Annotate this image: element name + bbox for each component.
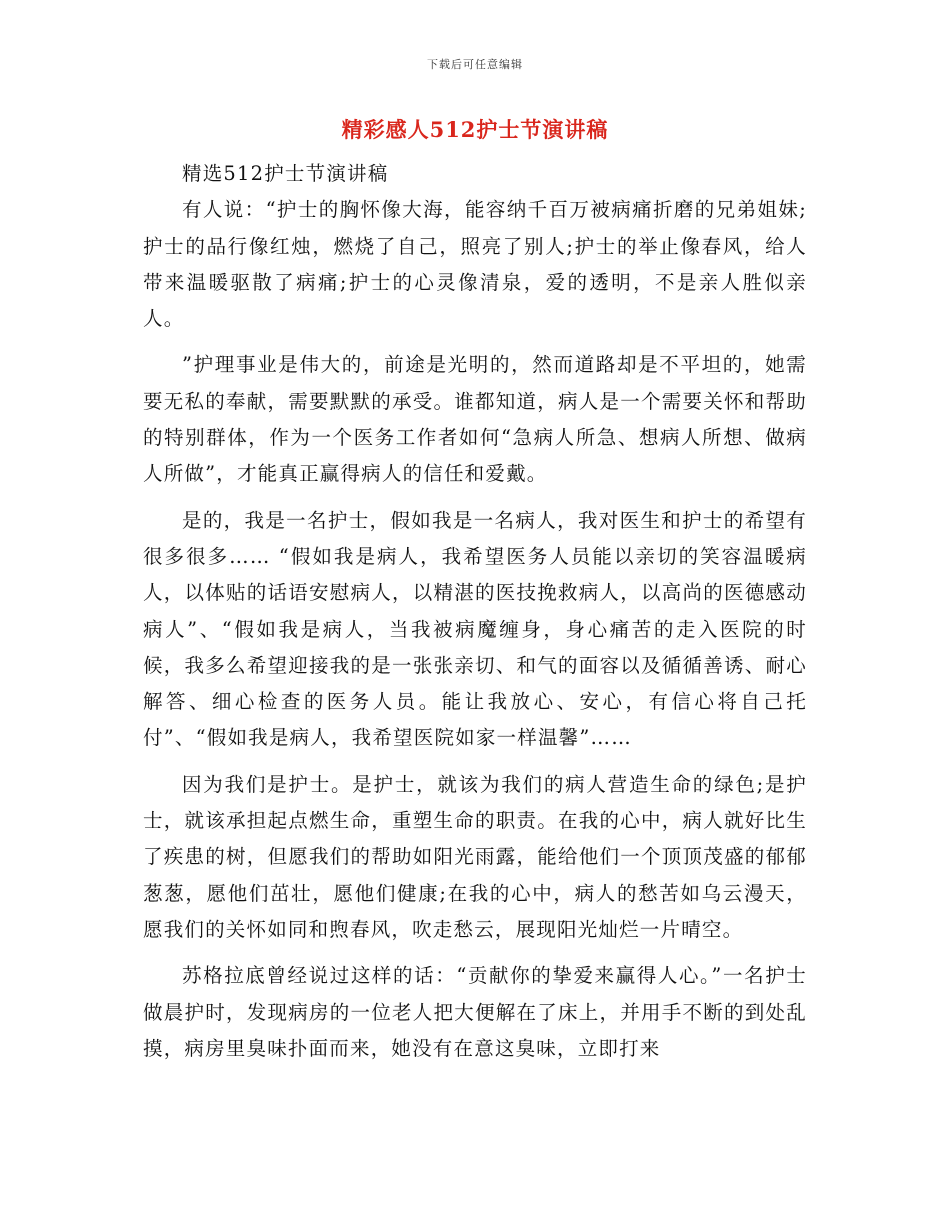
document-body [143,156,807,1067]
paragraph: 有人说：“护士的胸怀像大海，能容纳千百万被病痛折磨的兄弟姐妹;护士的品行像红烛，燃烧了自己，照亮了别人;护士的举止像春风，给人带来温暖驱散了病痛;护士的心灵像清泉，爱的透明，不是亲人胜似亲人。 [143,198,807,331]
document-title: 精彩感人512护士节演讲稿 [341,117,609,142]
page-header-note: 下载后可任意编辑 [427,58,523,71]
paragraph: ”护理事业是伟大的，前途是光明的，然而道路却是不平坦的，她需要无私的奉献，需要默默的承受。谁都知道，病人是一个需要关怀和帮助的特别群体，作为一个医务工作者如何“急病人所急、想病人所想、做病人所做”，才能真正赢得病人的信任和爱戴。 [143,353,807,486]
paragraph: 因为我们是护士。是护士，就该为我们的病人营造生命的绿色;是护士，就该承担起点燃生命，重塑生命的职责。在我的心中，病人就好比生了疾患的树，但愿我们的帮助如阳光雨露，能给他们一个顶顶茂盛的郁郁葱葱，愿他们茁壮，愿他们健康;在我的心中，病人的愁苦如乌云漫天，愿我们的关怀如同和煦春风，吹走愁云，展现阳光灿烂一片晴空。 [143,772,807,941]
paragraph: 苏格拉底曾经说过这样的话：“贡献你的挚爱来赢得人心。”一名护士做晨护时，发现病房的一位老人把大便解在了床上，并用手不断的到处乱摸，病房里臭味扑面而来，她没有在意这臭味，立即打来 [143,964,807,1060]
paragraph: 是的，我是一名护士，假如我是一名病人，我对医生和护士的希望有很多很多…… “假如我是病人，我希望医务人员能以亲切的笑容温暖病人，以体贴的话语安慰病人，以精湛的医技挽救病人，以高尚的医德感动病人”、“假如我是病人，当我被病魔缠身，身心痛苦的走入医院的时候，我多么希望迎接我的是一张张亲切、和气的面容以及循循善诱、耐心解答、细心检查的医务人员。能让我放心、安心，有信心将自己托付”、“假如我是病人，我希望医院如家一样温馨”…… [143,508,807,750]
paragraph-subtitle: 精选512护士节演讲稿 [182,162,389,185]
